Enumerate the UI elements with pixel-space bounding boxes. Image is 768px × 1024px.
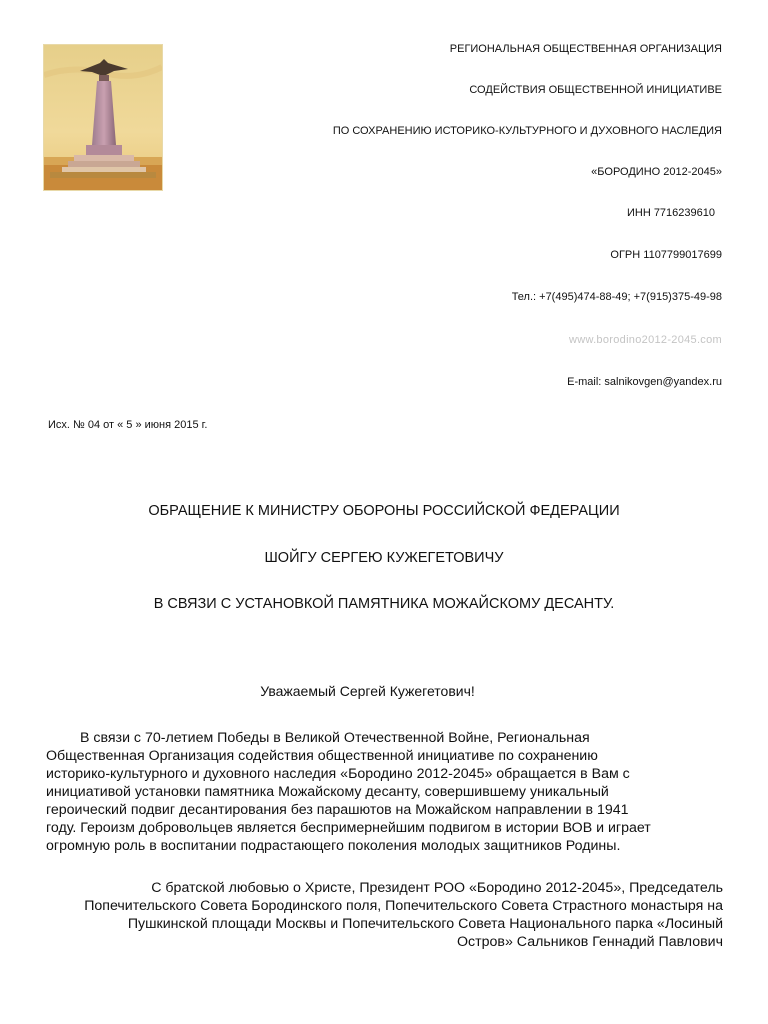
inn: ИНН 7716239610 <box>626 207 715 219</box>
org-line-2: СОДЕЙСТВИЯ ОБЩЕСТВЕННОЙ ИНИЦИАТИВЕ <box>469 84 722 96</box>
title-line-2: ШОЙГУ СЕРГЕЮ КУЖЕГЕТОВИЧУ <box>264 550 504 566</box>
outgoing-reference: Исх. № 04 от « 5 » июня 2015 г. <box>48 419 208 431</box>
body-line-3: историко-культурного и духовного наследия «Бородино 2012-2045» обращается в Вам с <box>46 766 630 782</box>
signature-line-3: Пушкинской площади Москвы и Попечительского Совета Национального парка «Лосиный <box>127 916 723 932</box>
body-line-6: году. Героизм добровольцев является беспримернейшим подвигом в истории ВОВ и играет <box>46 820 651 836</box>
org-line-1: РЕГИОНАЛЬНАЯ ОБЩЕСТВЕННАЯ ОРГАНИЗАЦИЯ <box>449 43 722 55</box>
greeting: Уважаемый Сергей Кужегетович! <box>260 683 475 699</box>
title-line-1: ОБРАЩЕНИЕ К МИНИСТРУ ОБОРОНЫ РОССИЙСКОЙ ФЕДЕРАЦИИ <box>148 503 620 519</box>
signature-line-2: Попечительского Совета Бородинского поля, Попечительского Совета Страстного монастыря на <box>84 898 723 914</box>
signature-line-1: С братской любовью о Христе, Президент РОО «Бородино 2012-2045», Председатель <box>151 880 723 896</box>
body-line-2: Общественная Организация содействия общественной инициативе по сохранению <box>46 748 598 764</box>
email: E-mail: salnikovgen@yandex.ru <box>567 376 722 388</box>
body-line-1: В связи с 70-летием Победы в Великой Отечественной Войне, Региональная <box>80 730 590 746</box>
ogrn: ОГРН 1107799017699 <box>610 249 722 261</box>
website: www.borodino2012-2045.com <box>568 334 722 346</box>
phone: Тел.: +7(495)474-88-49; +7(915)375-49-98 <box>511 291 722 303</box>
monument-eagle-icon <box>44 45 162 190</box>
body-line-4: инициативой установки памятника Можайскому десанту, совершившему уникальный <box>46 784 609 800</box>
body-line-5: героический подвиг десантирования без парашютов на Можайском направлении в 1941 <box>46 802 629 818</box>
body-line-7: огромную роль в воспитании подрастающего поколения молодых защитников Родины. <box>46 838 621 854</box>
org-line-3: ПО СОХРАНЕНИЮ ИСТОРИКО-КУЛЬТУРНОГО И ДУХОВНОГО НАСЛЕДИЯ <box>332 125 722 137</box>
title-line-3: В СВЯЗИ С УСТАНОВКОЙ ПАМЯТНИКА МОЖАЙСКОМУ ДЕСАНТУ. <box>153 596 615 612</box>
org-name: «БОРОДИНО 2012-2045» <box>591 166 722 178</box>
monument-logo-image <box>43 44 163 191</box>
signature-line-4: Остров» Сальников Геннадий Павлович <box>457 934 723 950</box>
